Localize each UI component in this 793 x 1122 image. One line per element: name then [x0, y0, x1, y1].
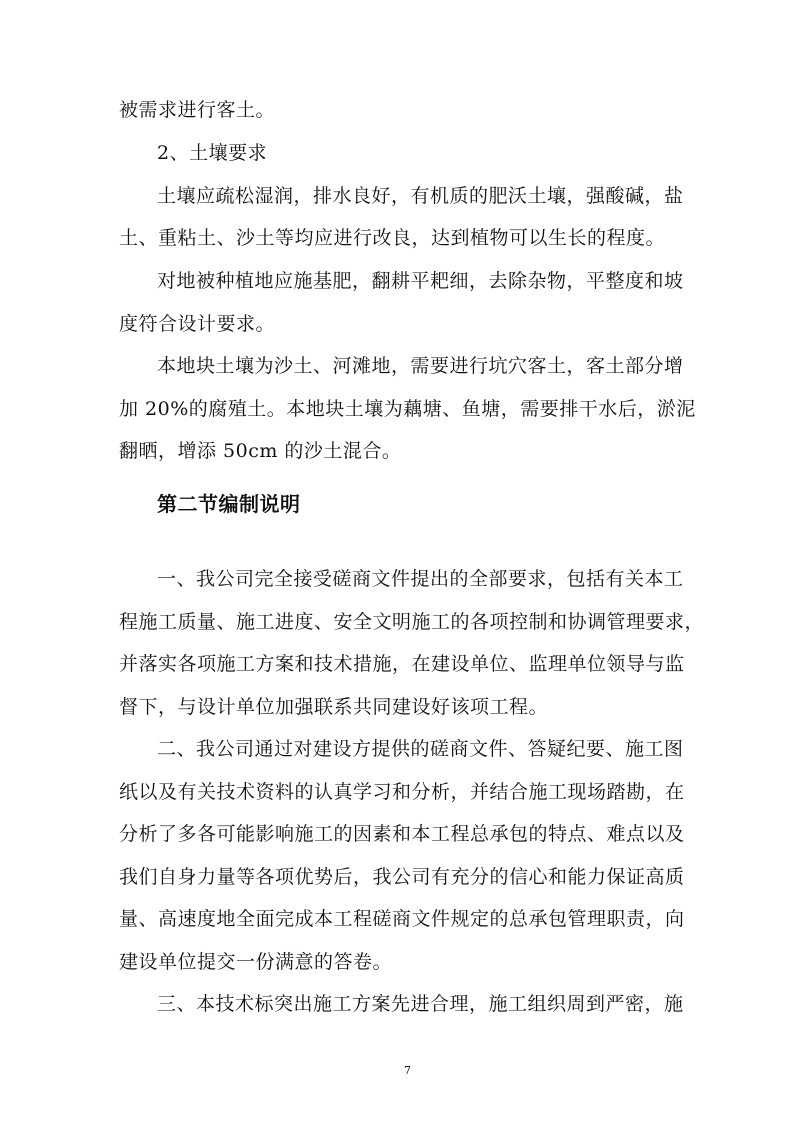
page-number: 7: [404, 1064, 411, 1077]
text-line: 程施工质量、施工进度、安全文明施工的各项控制和协调管理要求，: [119, 611, 705, 633]
text-line: 土、重粘土、沙土等均应进行改良，达到植物可以生长的程度。: [119, 227, 666, 249]
text-line: 本地块土壤为沙土、河滩地，需要进行坑穴客土，客土部分增: [157, 355, 684, 377]
text-line: 度符合设计要求。: [119, 313, 276, 335]
text-line: 翻晒，增添 50cm 的沙土混合。: [119, 440, 402, 462]
text-line: 一、我公司完全接受磋商文件提出的全部要求，包括有关本工: [157, 568, 684, 590]
text-line: 我们自身力量等各项优势后，我公司有充分的信心和能力保证高质: [119, 866, 685, 888]
text-line: 对地被种植地应施基肥，翻耕平耙细，去除杂物，平整度和坡: [157, 270, 684, 292]
text-line: 加 20%的腐殖土。本地块土壤为藕塘、鱼塘，需要排干水后，淤泥: [119, 398, 696, 420]
text-line: 督下，与设计单位加强联系共同建设好该项工程。: [119, 696, 549, 718]
text-line: 三、本技术标突出施工方案先进合理，施工组织周到严密，施: [157, 993, 684, 1015]
text-line: 并落实各项施工方案和技术措施，在建设单位、监理单位领导与监: [119, 653, 685, 675]
subheading-soil-requirements: 2、土壤要求: [157, 142, 268, 164]
text-line: 量、高速度地全面完成本工程磋商文件规定的总承包管理职责，向: [119, 908, 685, 930]
text-line: 分析了多各可能影响施工的因素和本工程总承包的特点、难点以及: [119, 823, 685, 845]
text-line: 纸以及有关技术资料的认真学习和分析，并结合施工现场踏勘，在: [119, 781, 685, 803]
text-line: 建设单位提交一份满意的答卷。: [119, 951, 393, 973]
text-line: 被需求进行客土。: [119, 99, 276, 121]
text-line: 二、我公司通过对建设方提供的磋商文件、答疑纪要、施工图: [157, 738, 684, 760]
text-line: 土壤应疏松湿润，排水良好，有机质的肥沃土壤，强酸碱，盐: [157, 185, 684, 207]
section-heading: 第二节编制说明: [157, 492, 301, 516]
